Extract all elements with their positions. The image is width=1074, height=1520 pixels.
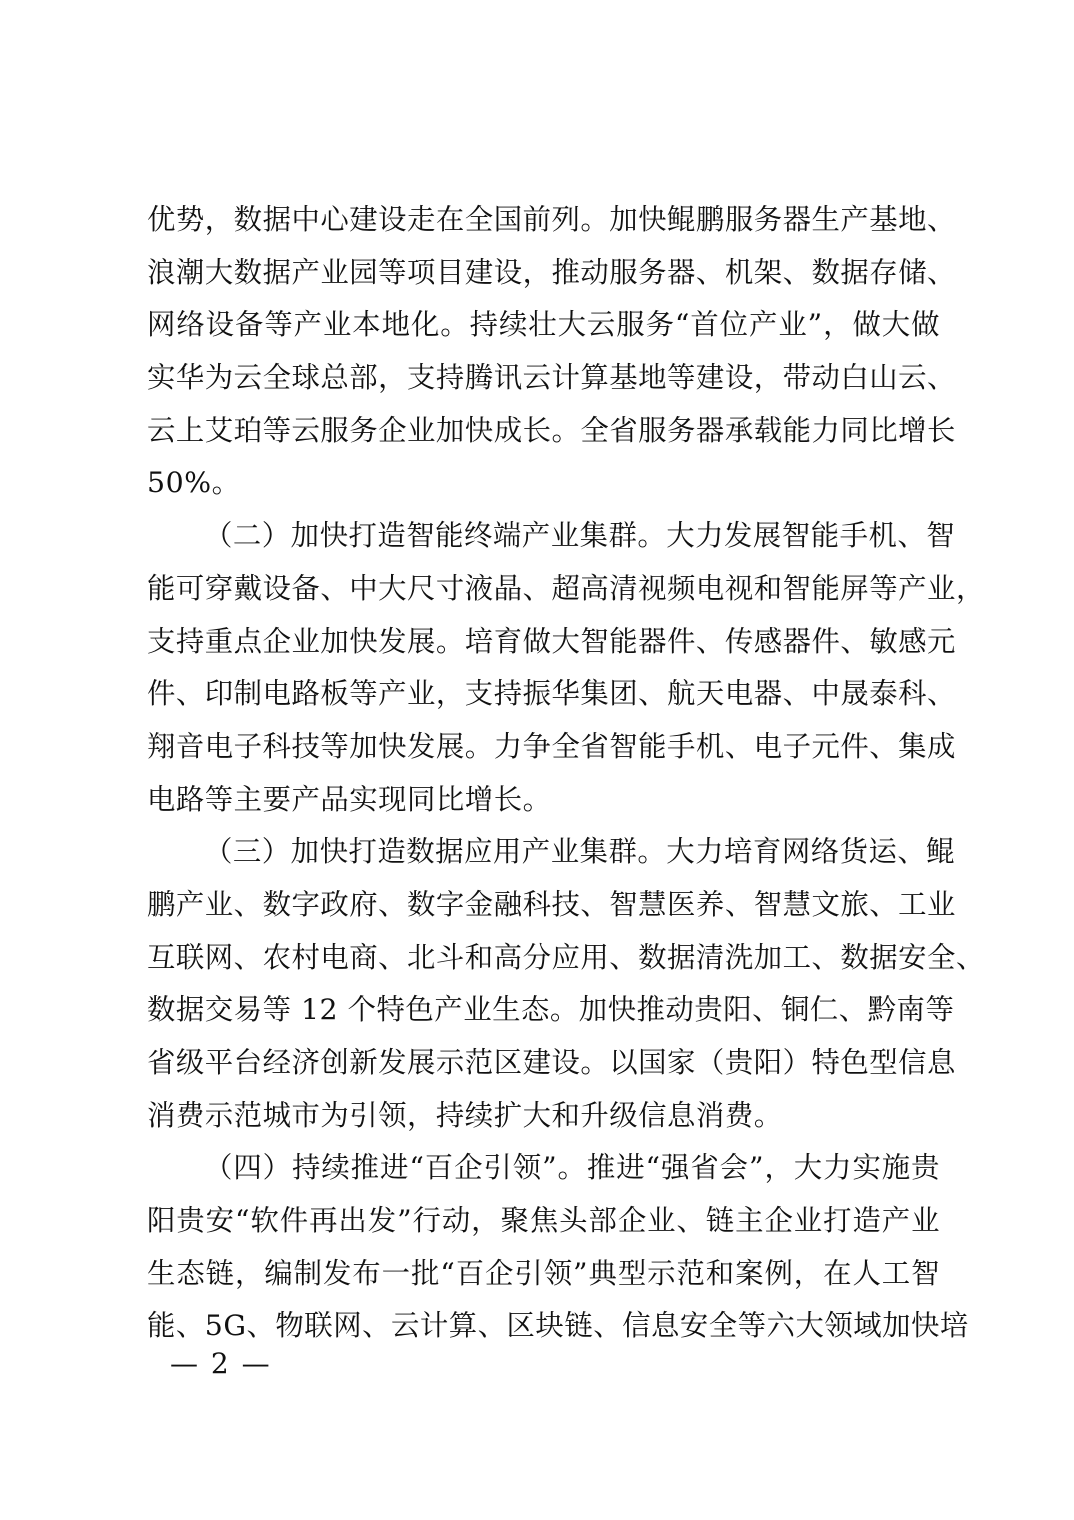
text-line: 50%。	[147, 466, 241, 500]
page-number: — 2 —	[170, 1347, 272, 1380]
text-line: 云上艾珀等云服务企业加快成长。全省服务器承载能力同比增长	[147, 413, 956, 447]
text-line: 消费示范城市为引领，持续扩大和升级信息消费。	[147, 1098, 783, 1132]
text-line: 优势，数据中心建设走在全国前列。加快鲲鹏服务器生产基地、	[147, 203, 956, 236]
section-heading-line: （二）加快打造智能终端产业集群。大力发展智能手机、智	[204, 519, 956, 553]
section-heading-line: （三）加快打造数据应用产业集群。大力培育网络货运、鲲	[204, 835, 956, 869]
text-line: 数据交易等 12 个特色产业生态。加快推动贵阳、铜仁、黔南等	[147, 993, 955, 1027]
text-line: 支持重点企业加快发展。培育做大智能器件、传感器件、敏感元	[147, 624, 956, 658]
text-line: 实华为云全球总部，支持腾讯云计算基地等建设，带动白山云、	[147, 361, 956, 395]
text-line: 鹏产业、数字政府、数字金融科技、智慧医养、智慧文旅、工业	[147, 887, 956, 921]
text-line: 阳贵安“软件再出发”行动，聚焦头部企业、链主企业打造产业	[147, 1204, 940, 1238]
text-line: 翔音电子科技等加快发展。力争全省智能手机、电子元件、集成	[147, 729, 956, 763]
text-line: 能、5G、物联网、云计算、区块链、信息安全等六大领域加快培	[147, 1309, 969, 1343]
text-line: 浪潮大数据产业园等项目建设，推动服务器、机架、数据存储、	[147, 255, 956, 289]
body-text	[147, 194, 985, 1353]
text-line: 电路等主要产品实现同比增长。	[147, 782, 552, 816]
text-line: 互联网、农村电商、北斗和高分应用、数据清洗加工、数据安全、	[147, 940, 985, 974]
text-line: 能可穿戴设备、中大尺寸液晶、超高清视频电视和智能屏等产业，	[147, 571, 985, 605]
section-heading-line: （四）持续推进“百企引领”。推进“强省会”，大力实施贵	[204, 1151, 940, 1185]
text-line: 省级平台经济创新发展示范区建设。以国家（贵阳）特色型信息	[147, 1046, 956, 1079]
text-line: 生态链，编制发布一批“百企引领”典型示范和案例，在人工智	[147, 1256, 940, 1290]
text-line: 网络设备等产业本地化。持续壮大云服务“首位产业”，做大做	[147, 308, 940, 342]
text-line: 件、印制电路板等产业，支持振华集团、航天电器、中晟泰科、	[147, 677, 956, 711]
